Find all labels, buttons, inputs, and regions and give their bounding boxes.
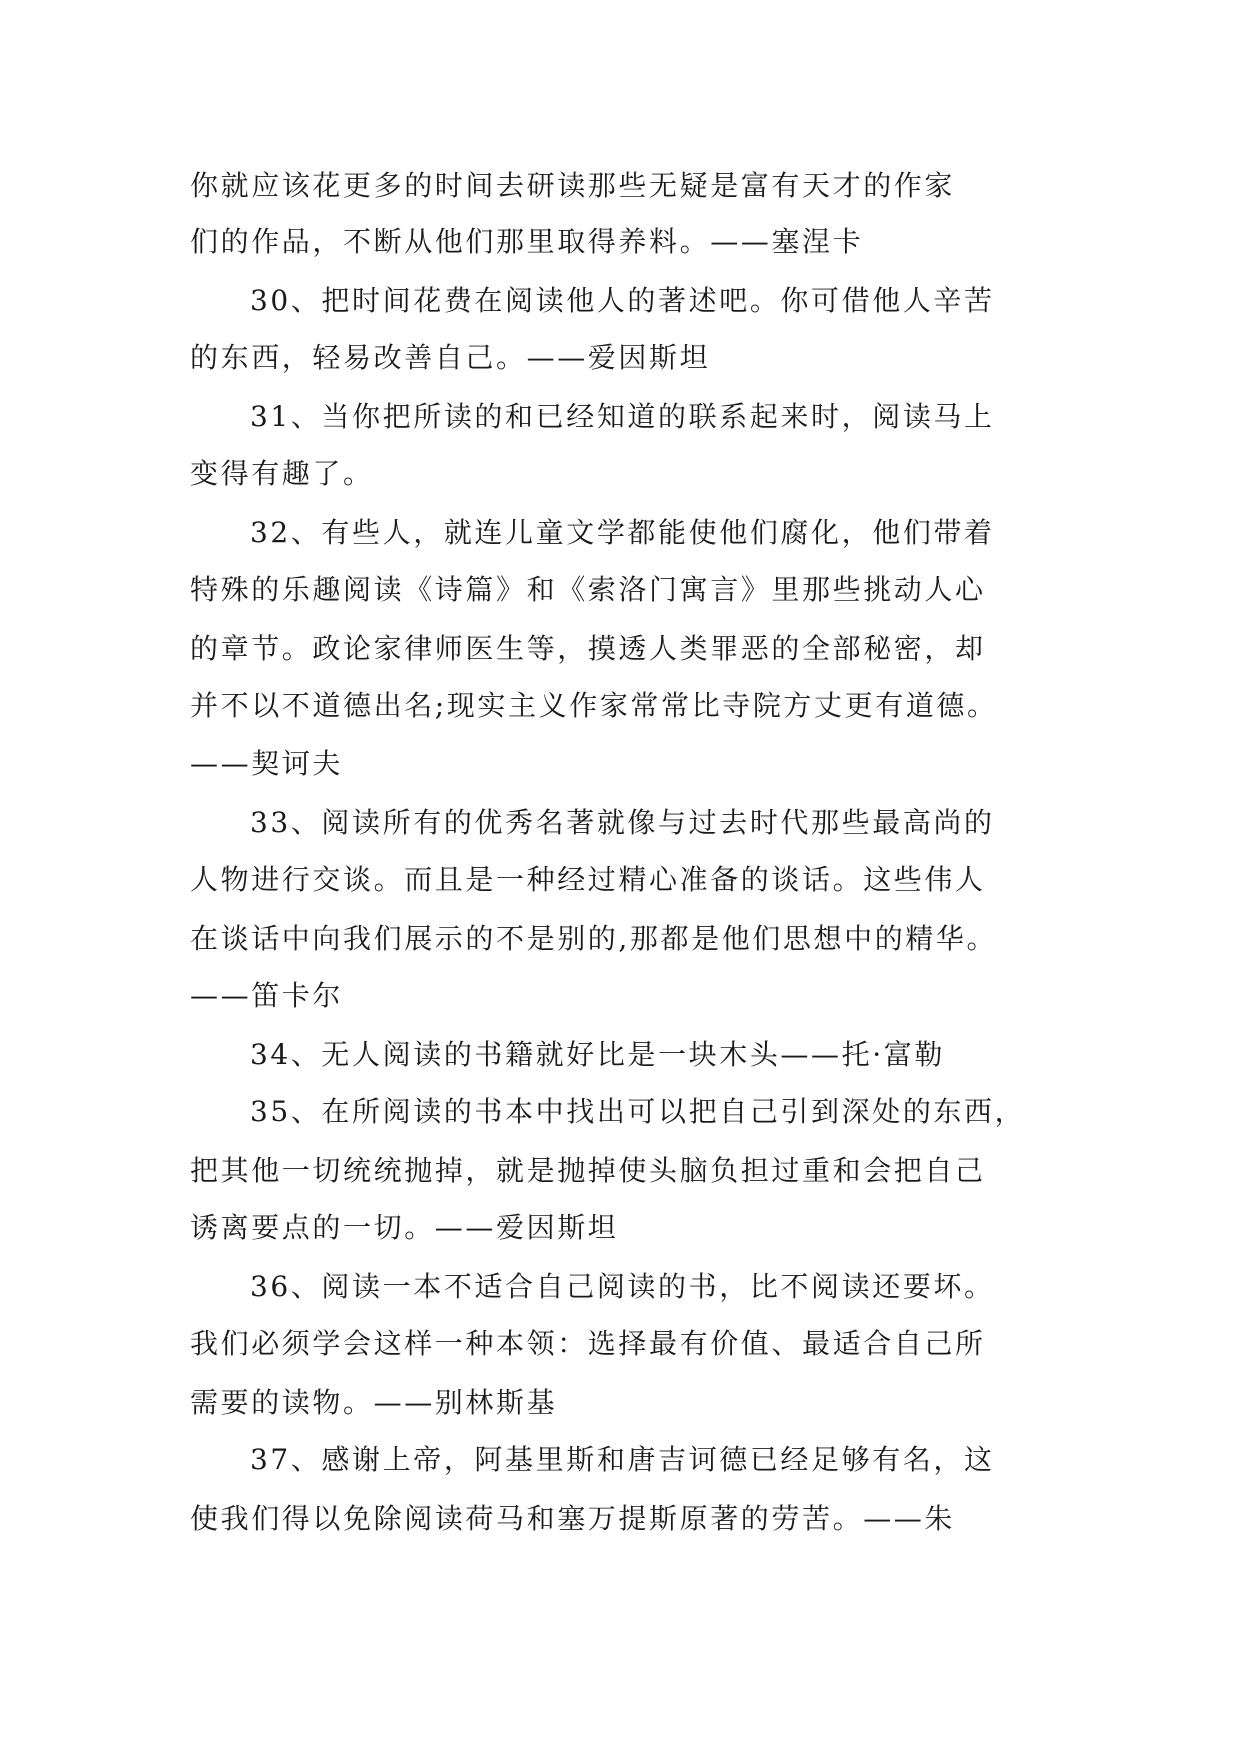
text-line: 诱离要点的一切。——爱因斯坦 [190,1211,619,1244]
text-line: 的章节。政论家律师医生等，摸透人类罪恶的全部秘密，却 [190,632,986,665]
text-line: 在谈话中向我们展示的不是别的,那都是他们思想中的精华。 [190,922,998,955]
text-line: 把其他一切统统抛掉，就是抛掉使头脑负担过重和会把自己 [190,1154,986,1187]
text-line: 你就应该花更多的时间去研读那些无疑是富有天才的作家 [190,169,956,202]
text-line: 31、当你把所读的和已经知道的联系起来时，阅读马上 [250,400,995,433]
text-line: 需要的读物。——别林斯基 [190,1386,558,1419]
text-line: 36、阅读一本不适合自己阅读的书，比不阅读还要坏。 [250,1270,995,1303]
text-line: 30、把时间花费在阅读他人的著述吧。你可借他人辛苦 [250,284,995,317]
text-line: 并不以不道德出名;现实主义作家常常比寺院方丈更有道德。 [190,689,998,722]
text-line: ——笛卡尔 [190,979,344,1012]
text-line: 的东西，轻易改善自己。——爱因斯坦 [190,341,711,374]
text-line: 人物进行交谈。而且是一种经过精心准备的谈话。这些伟人 [190,863,986,896]
text-line: 35、在所阅读的书本中找出可以把自己引到深处的东西， [250,1095,1026,1128]
text-line: 32、有些人，就连儿童文学都能使他们腐化，他们带着 [250,516,995,549]
text-line: 34、无人阅读的书籍就好比是一块木头——托·富勒 [250,1038,945,1071]
text-line: 特殊的乐趣阅读《诗篇》和《索洛门寓言》里那些挑动人心 [190,573,986,606]
text-line: ——契诃夫 [190,747,344,780]
text-line: 变得有趣了。 [190,457,374,490]
text-line: 我们必须学会这样一种本领：选择最有价值、最适合自己所 [190,1327,986,1360]
text-line: 使我们得以免除阅读荷马和塞万提斯原著的劳苦。——朱 [190,1502,956,1535]
text-line: 们的作品，不断从他们那里取得养料。——塞涅卡 [190,225,864,258]
text-line: 37、感谢上帝，阿基里斯和唐吉诃德已经足够有名，这 [250,1443,995,1476]
text-line: 33、阅读所有的优秀名著就像与过去时代那些最高尚的 [250,806,995,839]
